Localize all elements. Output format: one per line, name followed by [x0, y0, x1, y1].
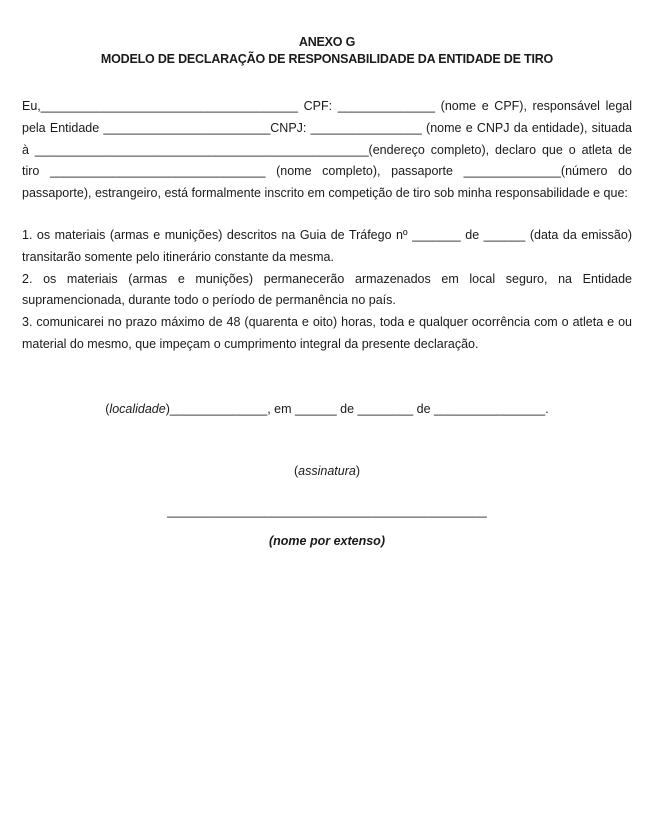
list-item: 1. os materiais (armas e munições) descritos na Guia de Tráfego nº _______ de ______ (data da emissão) transitarão somente pelo itinerário constante da mesma.: [22, 227, 632, 264]
place-date-blanks: ______________, em ______ de ________ de ________________.: [169, 401, 549, 416]
place-date-line: (localidade)______________, em ______ de ________ de ________________.: [105, 401, 549, 416]
signature-label: assinatura: [298, 463, 356, 478]
signature-caption: (assinatura): [293, 463, 361, 478]
annex-heading: ANEXO G: [298, 35, 356, 49]
signature-line: ______________________________________________: [167, 503, 487, 518]
place-label: localidade: [109, 401, 166, 416]
list-item: 2. os materiais (armas e munições) permanecerão armazenados em local seguro, na Entidade supramencionada, durante todo o período de permanência no país.: [22, 271, 632, 308]
paragraph-spacer: [22, 205, 632, 225]
document-title: MODELO DE DECLARAÇÃO DE RESPONSABILIDADE DA ENTIDADE DE TIRO: [100, 52, 554, 66]
declaration-intro: Eu,_____________________________________ CPF: ______________ (nome e CPF), responsável legal pela Entidade ________________________CNPJ: ________________ (nome e CNPJ da entidade), situada à ________________________________________________(endereço completo), declaro que o atleta de tiro _______________________________ (nome completo), passaporte ______________(número do passaporte), estrangeiro, está formalmente inscrito em competição de tiro sob minha responsabilidade e que:: [22, 99, 632, 201]
list-item: 3. comunicarei no prazo máximo de 48 (quarenta e oito) horas, toda e qualquer ocorrência com o atleta e ou material do mesmo, que impeçam o cumprimento integral da presente declaração.: [22, 315, 632, 351]
full-name-caption: (nome por extenso): [269, 533, 385, 548]
